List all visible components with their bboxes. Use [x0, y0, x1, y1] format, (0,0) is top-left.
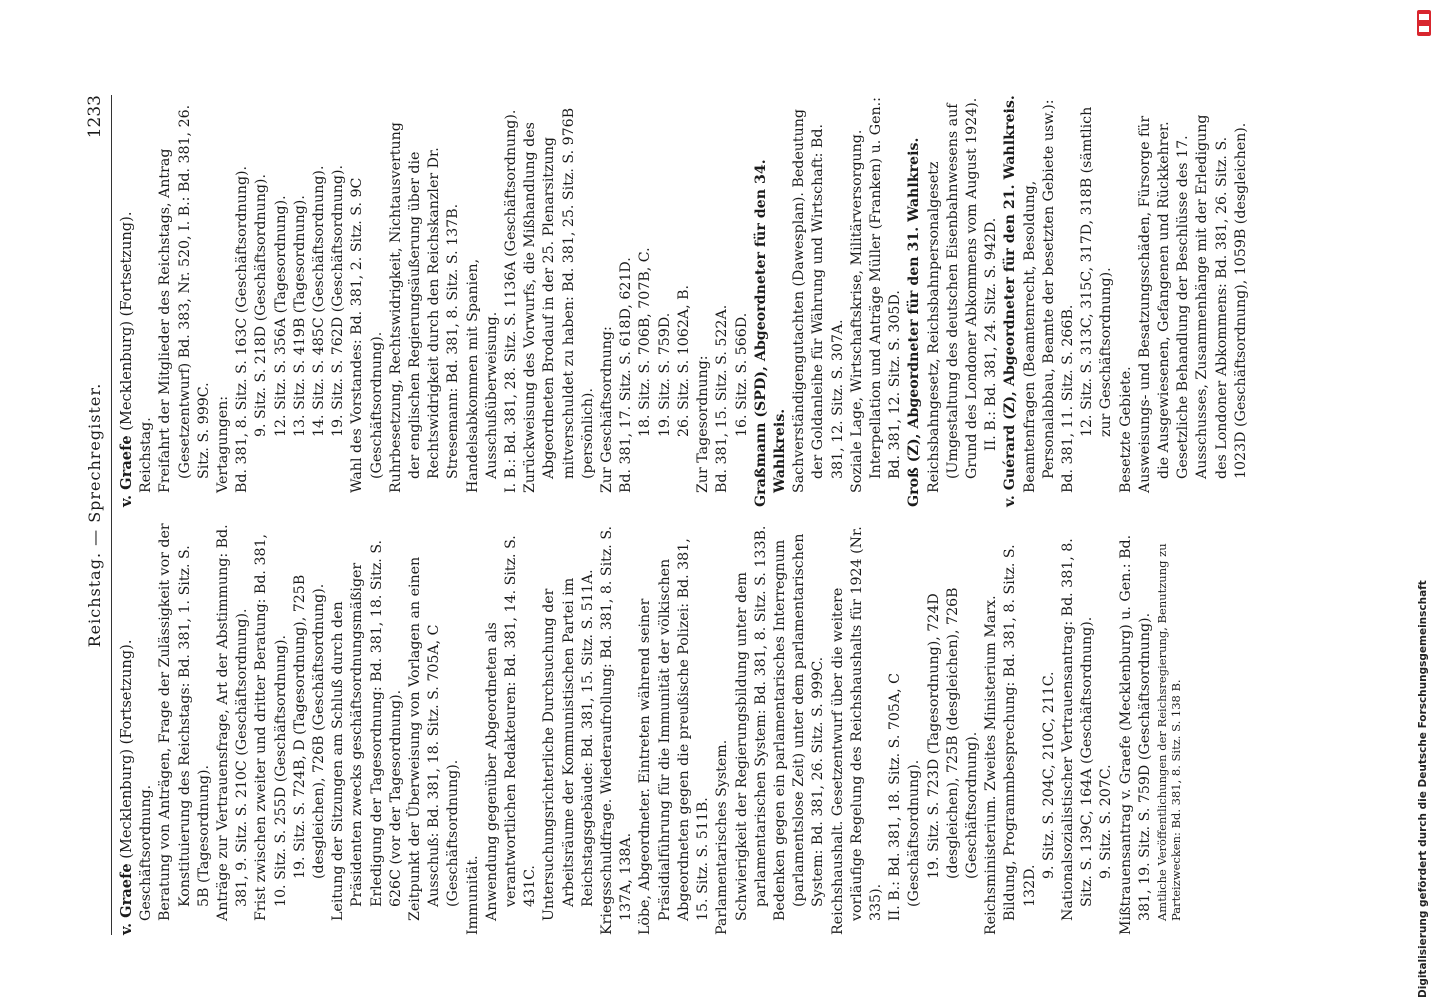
entry: Wahl des Vorstandes: Bd. 381, 2. Sitz. S. 9C (Geschäftsordnung).	[349, 177, 385, 493]
entry: Mißtrauensantrag v. Graefe (Mecklenburg) u. Gen.: Bd. 381, 19. Sitz. S. 759D (Geschäftsordnung).	[1117, 534, 1153, 935]
entry: Immunität.	[464, 855, 481, 935]
entry: II. B.: Bd. 381, 24. Sitz. S. 942D.	[983, 217, 1000, 451]
heading-name: v. Graefe	[118, 435, 135, 507]
entry: 13. Sitz. S. 419B (Tagesordnung).	[291, 195, 308, 437]
entry: Bd. 381, 15. Sitz. S. 522A.	[714, 304, 731, 493]
entry: Anwendung gegenüber Abgeordneten als verantwortlichen Redakteuren: Bd. 381, 14. Sitz. S. 431C.	[483, 535, 539, 921]
entry: Bd. 381, 11. Sitz. S. 266B.	[1059, 304, 1076, 493]
right-column	[117, 95, 1251, 507]
entry: Ruhrbesetzung, Rechtswidrigkeit, Nichtausvertung der englischen Regierungsäußerung über die Rechtswidrigkeit durch den Reichskanzler Dr. Stresemann: Bd. 381, 8. Sitz. S. 137B.	[387, 122, 462, 493]
entry: Zurückweisung des Vorwurfs, die Mißhandlung des Abgeordneten Brodauf in der 25. Plenarsitzung mitverschuldet zu haben: Bd. 381, 25. Sitz. S. 976B (persönlich).	[522, 107, 596, 493]
entry: Leitung der Sitzungen am Schluß durch den Präsidenten zwecks geschäftsordnungsmäßiger Erledigung der Tagesordnung: Bd. 381, 18. Sitz. S. 626C (vor der Tagesordnung).	[330, 539, 404, 921]
entry: 19. Sitz. S. 762D (Geschäftsordnung).	[330, 165, 347, 437]
entry: 12. Sitz. S. 356A (Tagesordnung).	[272, 195, 289, 437]
header-rule	[111, 95, 112, 935]
entry: Anträge zur Vertrauensfrage, Art der Abstimmung: Bd. 381, 9. Sitz. S. 210C (Geschäftsordnung).	[215, 524, 251, 921]
side-notice-text: Digitalisierung gefördert durch die Deutsche Forschungsgemeinschaft	[1417, 580, 1429, 998]
entry: Kriegsschuldfrage. Wiederaufrollung: Bd. 381, 8. Sitz. S. 137A, 138A.	[599, 525, 635, 935]
entry: 19. Sitz. S. 724B, D (Tagesordnung), 725B (desgleichen), 726B (Geschäftsordnung).	[291, 574, 328, 879]
entry: Schwierigkeit der Regierungsbildung unter dem parlamentarischen System: Bd. 381, 8. Sitz. S. 133B.	[733, 525, 769, 921]
running-title: Reichstag. — Sprechregister.	[85, 382, 104, 648]
entry: 9. Sitz. S. 207C.	[1098, 764, 1115, 879]
entry-person: v. Guérard (Z), Abgeordneter für den 21. Wahlkreis.	[1002, 95, 1019, 507]
entry: Frist zwischen zweiter und dritter Beratung: Bd. 381, 10. Sitz. S. 255D (Geschäftsordnung).	[253, 533, 289, 921]
entry: Sachverständigengutachten (Dawesplan). Bedeutung der Goldanleihe für Währung und Wirtschaft: Bd. 381, 12. Sitz. S. 307A.	[791, 109, 846, 493]
entry: I. B.: Bd. 381, 28. Sitz. S. 1136A (Geschäftsordnung).	[503, 109, 520, 493]
footnote: Amtliche Veröffentlichungen der Reichsregierung, Benutzung zu Parteizwecken: Bd. 381, 8. Sitz. S. 138 B.	[1154, 543, 1183, 921]
left-column	[117, 523, 1183, 935]
entry: 12. Sitz. S. 313C, 315C, 317D, 318B (sämtlich zur Geschäftsordnung).	[1079, 106, 1115, 437]
entry: 19. Sitz. S. 723D (Tagesordnung), 724D (desgleichen), 725B (desgleichen), 726B (Geschäftsordnung).	[925, 587, 980, 879]
page-number: 1233	[85, 95, 105, 139]
entry: Reichsministerium. Zweites Ministerium Marx.	[983, 595, 1000, 935]
entry: 16. Sitz. S. 566D.	[733, 312, 750, 437]
entry: Bildung, Programmbesprechung: Bd. 381, 8. Sitz. S. 132D.	[1002, 544, 1038, 921]
heading-rest: (Mecklenburg) (Fortsetzung).	[118, 211, 135, 431]
heading-name: v. Graefe	[118, 863, 135, 935]
entry: Zur Tagesordnung:	[695, 355, 712, 493]
entry: Untersuchungsrichterliche Durchsuchung der Arbeitsräume der Kommunistischen Partei im Reichstagsgebäude: Bd. 381, 15. Sitz. S. 511A.	[541, 569, 596, 921]
entry: Nationalsozialistischer Vertrauensantrag: Bd. 381, 8. Sitz. S. 139C, 164A (Geschäftsordnung).	[1059, 538, 1096, 921]
entry: 19. Sitz. S. 759D.	[656, 312, 673, 437]
entry: 9. Sitz. S. 204C, 210C, 211C.	[1040, 671, 1057, 879]
entry: 26. Sitz. S. 1062A, B.	[675, 284, 692, 437]
heading-rest: (Mecklenburg) (Fortsetzung).	[118, 639, 135, 859]
entry: Vertagungen:	[215, 395, 232, 493]
page-header	[85, 95, 109, 935]
entry: Freifahrt der Mitglieder des Reichstags, Antrag (Gesetzentwurf) Bd. 383, Nr. 520, I. B.: Bd. 381, 26. Sitz. S. 999C.	[157, 104, 212, 493]
entry: Ausweisungs- und Besatzungsschäden, Fürsorge für die Ausgewiesenen, Gefangenen und Rückkehrer. Gesetzliche Behandlung der Beschlüsse des 17. Ausschusses, Zusammenhänge mit der Erledigung des Londoner Abkommens: Bd. 381, 26. Sitz. S. 1023D (Geschäftsordnung), 1059B (desgleichen).	[1136, 114, 1249, 493]
entry: 14. Sitz. S. 485C (Geschäftsordnung).	[311, 165, 328, 437]
entry: 18. Sitz. S. 706B, 707B, C.	[637, 247, 654, 437]
entry: Parlamentarisches System.	[714, 739, 731, 935]
rotated-page	[85, 95, 1285, 935]
entry: Soziale Lage, Wirtschaftskrise, Militärversorgung. Interpellation und Anträge Müller (Franken) u. Gen.: Bd. 381, 12. Sitz. S. 305D.	[848, 97, 904, 493]
right-column-heading	[117, 95, 136, 507]
entry: Bedenken gegen ein parlamentarisches Interregnum (parlamentslose Zeit) unter dem parlamentarischen System: Bd. 381, 26. Sitz. S. 999C.	[771, 533, 827, 921]
entry: Besetzte Gebiete.	[1117, 366, 1134, 493]
left-column-heading	[117, 523, 136, 935]
entry: Reichsbahngesetz, Reichsbahnpersonalgesetz (Umgestaltung des deutschen Eisenbahnwesens auf Grund des Londoner Abkommens vom August 1924).	[925, 97, 980, 493]
entry: Reichshaushalt. Gesetzentwurf über die weitere vorläufige Regelung des Reichshaushalts für 1924 (Nr. 335).	[829, 526, 884, 935]
entry: Bd. 381, 17. Sitz. S. 618D, 621D.	[618, 257, 635, 493]
entry: 9. Sitz. S. 218D (Geschäftsordnung).	[253, 174, 270, 437]
entry: Bd. 381, 8. Sitz. S. 163C (Geschäftsordnung).	[234, 165, 251, 493]
entry: Zur Geschäftsordnung:	[599, 326, 616, 493]
entry-person: Groß (Z), Abgeordneter für den 31. Wahlkreis.	[906, 137, 923, 507]
entry: Geschäftsordnung.	[138, 784, 155, 921]
entry: Beamtenfragen (Beamtenrecht, Besoldung, Personalabbau, Beamte der besetzten Gebiete usw.):	[1021, 99, 1057, 493]
entry: Beratung von Anträgen, Frage der Zulässigkeit vor der Konstituierung des Reichstags: Bd. 381, 1. Sitz. S. 5B (Tagesordnung).	[157, 523, 212, 921]
side-notice	[1411, 8, 1434, 998]
entry: Löbe, Abgeordneter. Eintreten während seiner Präsidialführung für die Immunität der völkischen Abgeordneten gegen die preußische Polizei: Bd. 381, 15. Sitz. S. 511B.	[637, 538, 712, 935]
entry: Zeitpunkt der Überweisung von Vorlagen an einen Ausschuß: Bd. 381, 18. Sitz. S. 705A, C (Geschäftsordnung).	[407, 556, 462, 921]
entry: II. B.: Bd. 381, 18. Sitz. S. 705A, C (Geschäftsordnung).	[887, 672, 923, 921]
entry: Reichstag.	[138, 417, 155, 493]
entry-person: Graßmann (SPD), Abgeordneter für den 34. Wahlkreis.	[752, 159, 788, 507]
entry: Handelsabkommen mit Spanien, Ausschußüberweisung.	[464, 258, 500, 493]
